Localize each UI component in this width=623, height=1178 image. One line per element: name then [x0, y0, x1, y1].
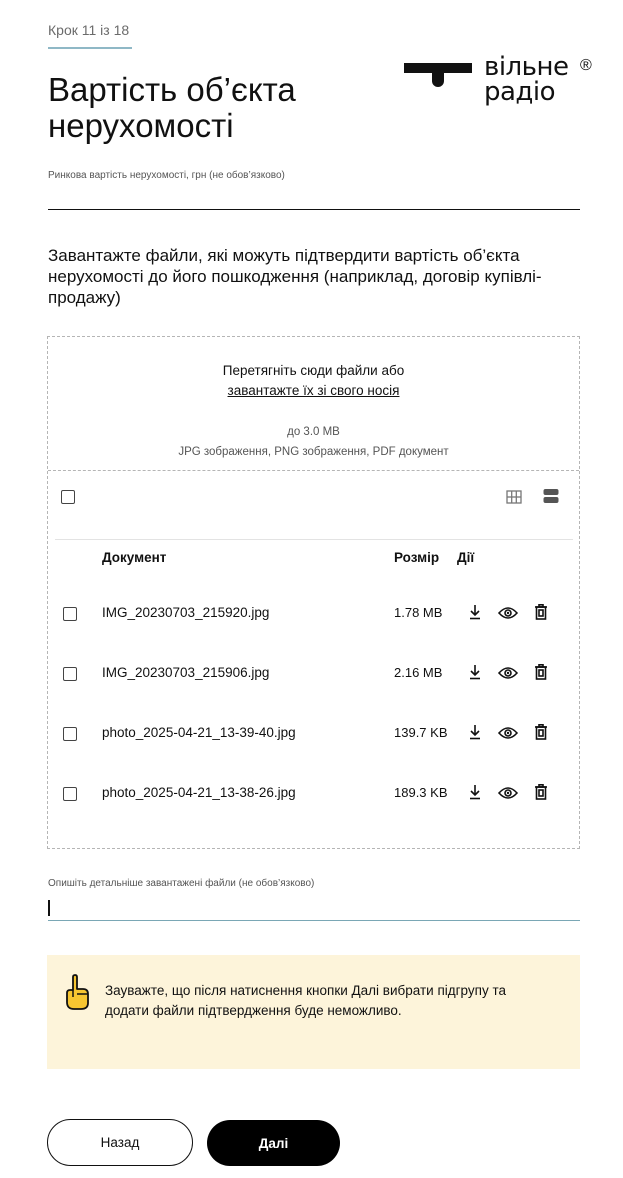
trash-icon[interactable] [534, 724, 548, 740]
dropzone-separator [48, 470, 579, 471]
logo-registered: ® [580, 57, 592, 74]
market-value-input[interactable] [48, 209, 580, 210]
trash-icon[interactable] [534, 604, 548, 620]
download-icon[interactable] [468, 784, 482, 800]
download-icon[interactable] [468, 724, 482, 740]
dropzone-max-size: до 3.0 MB [287, 426, 340, 438]
upload-from-device-link[interactable]: завантажте їх зі свого носія [227, 383, 400, 398]
description-input[interactable] [48, 897, 580, 921]
dropzone-link-row [48, 383, 579, 398]
file-name: photo_2025-04-21_13-38-26.jpg [102, 785, 296, 800]
logo-line1: вільне [484, 52, 569, 82]
table-row [48, 599, 579, 629]
logo [404, 52, 604, 115]
file-name: IMG_20230703_215906.jpg [102, 665, 270, 680]
page-title: Вартість об’єкта нерухомості [48, 71, 296, 144]
select-all-checkbox[interactable] [61, 490, 75, 504]
grid-view-icon[interactable] [506, 490, 522, 504]
notice-text: Зауважте, що після натиснення кнопки Далі вибрати підгрупу та додати файли підтвердження буде неможливо. [105, 983, 507, 1018]
eye-icon[interactable] [498, 786, 518, 800]
dropzone-file-types: JPG зображення, PNG зображення, PDF документ [178, 446, 449, 458]
next-button[interactable]: Далі [207, 1120, 340, 1166]
download-icon[interactable] [468, 604, 482, 620]
notice-box [47, 955, 580, 1069]
table-row [48, 719, 579, 749]
file-size: 189.3 KB [394, 785, 448, 800]
file-dropzone[interactable] [47, 336, 580, 849]
file-name: IMG_20230703_215920.jpg [102, 605, 270, 620]
back-button[interactable]: Назад [47, 1119, 193, 1166]
pointing-hand-icon [64, 975, 90, 1011]
logo-line2: радіо [484, 77, 556, 107]
file-size: 2.16 MB [394, 665, 443, 680]
row-checkbox[interactable] [63, 667, 77, 681]
column-header-document: Документ [102, 550, 167, 565]
row-checkbox[interactable] [63, 727, 77, 741]
trash-icon[interactable] [534, 664, 548, 680]
column-header-actions: Дії [457, 550, 475, 565]
trash-icon[interactable] [534, 784, 548, 800]
logo-hook [432, 63, 444, 87]
text-caret [48, 900, 50, 916]
dropzone-drag-text: Перетягніть сюди файли або [222, 363, 405, 378]
step-underline [48, 47, 132, 49]
eye-icon[interactable] [498, 726, 518, 740]
eye-icon[interactable] [498, 666, 518, 680]
file-name: photo_2025-04-21_13-39-40.jpg [102, 725, 296, 740]
market-value-label: Ринкова вартість нерухомості, грн (не обов’язково) [48, 170, 285, 181]
market-value-field[interactable] [48, 186, 580, 208]
table-row [48, 659, 579, 689]
row-checkbox[interactable] [63, 607, 77, 621]
upload-heading: Завантажте файли, які можуть підтвердити вартість об’єкта нерухомості до його пошкодження (наприклад, договір купівлі-продажу) [48, 246, 542, 307]
table-row [48, 779, 579, 809]
list-view-icon[interactable] [543, 488, 559, 504]
table-header-separator [55, 539, 573, 540]
eye-icon[interactable] [498, 606, 518, 620]
file-size: 139.7 KB [394, 725, 448, 740]
download-icon[interactable] [468, 664, 482, 680]
step-indicator: Крок 11 із 18 [48, 22, 130, 38]
column-header-size: Розмір [394, 550, 440, 565]
file-size: 1.78 MB [394, 605, 443, 620]
logo-text [484, 52, 569, 107]
description-label: Опишіть детальніше завантажені файли (не обов’язково) [48, 878, 315, 889]
row-checkbox[interactable] [63, 787, 77, 801]
